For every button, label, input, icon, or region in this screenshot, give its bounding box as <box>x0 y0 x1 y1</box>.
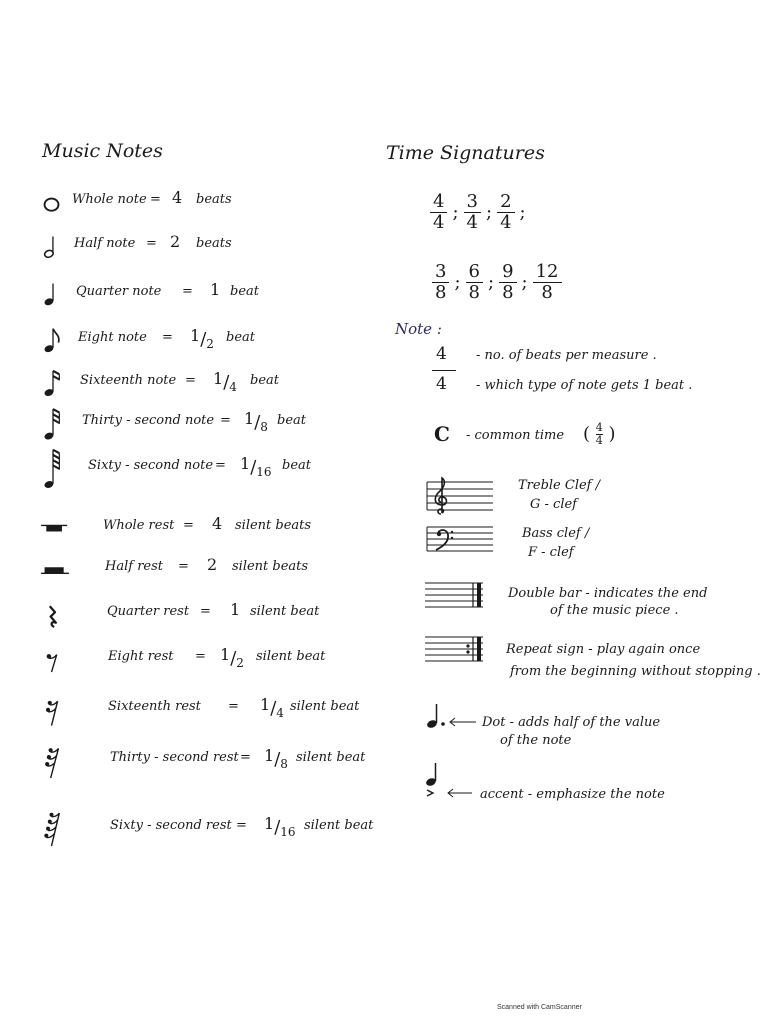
time-signature: $\frac{9}{8}$ <box>499 262 516 303</box>
equals-sign: = <box>215 458 226 473</box>
note-label: Whole rest <box>103 518 175 533</box>
thirty-second-rest-icon <box>40 738 70 778</box>
music-notes-title: Music Notes <box>42 140 163 162</box>
note-unit: beat <box>226 330 255 345</box>
dotted-note-icon <box>424 702 482 732</box>
equals-sign: = <box>150 192 161 207</box>
equals-sign: = <box>182 284 193 299</box>
equals-sign: = <box>183 518 194 533</box>
note-label: Whole note <box>72 192 147 207</box>
equals-sign: = <box>185 373 196 388</box>
note-label: Thirty - second note <box>82 413 215 428</box>
dot-description-2: of the note <box>500 733 572 748</box>
half-rest-icon <box>40 549 70 589</box>
scanner-footer: Scanned with CamScanner <box>497 1004 582 1011</box>
note-unit: silent beat <box>304 818 374 833</box>
note-unit: silent beat <box>290 699 360 714</box>
whole-rest-icon <box>40 508 70 548</box>
time-signature: $\frac{4}{4}$ <box>430 192 447 233</box>
note-unit: beats <box>196 236 232 251</box>
note-label: Sixty - second rest <box>110 818 232 833</box>
note-value: 1 <box>230 600 241 619</box>
double-bar-description-2: of the music piece . <box>550 603 679 618</box>
time-signature: $\frac{3}{8}$ <box>432 262 449 303</box>
double-bar-icon <box>423 580 485 610</box>
separator: ; <box>519 202 526 223</box>
quarter-note-icon <box>40 274 70 314</box>
note-value: 4 <box>212 514 223 533</box>
note-value: 1/16 <box>264 814 296 839</box>
note-label: Sixteenth note <box>80 373 177 388</box>
note-value: 4 <box>172 188 183 207</box>
note-value: 1/2 <box>190 326 214 351</box>
time-signatures-title: Time Signatures <box>386 142 545 164</box>
note-label: Half rest <box>105 559 163 574</box>
equals-sign: = <box>236 818 247 833</box>
note-value: 1 <box>210 280 221 299</box>
equals-sign: = <box>178 559 189 574</box>
note-unit: beat <box>230 284 259 299</box>
repeat-sign-description-2: from the beginning without stopping . <box>510 664 761 679</box>
bass-clef-icon <box>425 524 495 554</box>
whole-note-icon <box>40 182 70 222</box>
separator: ; <box>452 202 459 223</box>
common-time-description: - common time <box>466 428 565 443</box>
equals-sign: = <box>162 330 173 345</box>
note-unit: silent beats <box>235 518 312 533</box>
note-label: Half note <box>74 236 136 251</box>
equals-sign: = <box>195 649 206 664</box>
note-label: Quarter rest <box>107 604 190 619</box>
time-signature-row-2 <box>430 262 564 303</box>
repeat-sign-icon <box>423 634 485 664</box>
time-signature: $\frac{12}{8}$ <box>533 262 562 303</box>
dot-description: Dot - adds half of the value <box>482 715 661 730</box>
note-unit: silent beat <box>296 750 366 765</box>
accent-note-icon <box>424 760 476 800</box>
repeat-sign-description: Repeat sign - play again once <box>506 642 701 657</box>
note-label: Thirty - second rest <box>110 750 239 765</box>
note-value: 1/8 <box>264 746 288 771</box>
treble-clef-icon <box>425 476 495 516</box>
top-number-description: - no. of beats per measure . <box>476 348 657 363</box>
equals-sign: = <box>200 604 211 619</box>
note-unit: silent beat <box>250 604 320 619</box>
note-value: 2 <box>170 232 181 251</box>
note-unit: beat <box>277 413 306 428</box>
note-value: 2 <box>207 555 218 574</box>
note-value: 1/8 <box>244 409 268 434</box>
note-label: Eight rest <box>108 649 174 664</box>
eighth-rest-icon <box>40 639 70 679</box>
bass-clef-label: Bass clef / <box>522 526 590 541</box>
eighth-note-icon <box>40 320 70 360</box>
sixty-fourth-note-icon <box>40 448 70 488</box>
common-time-fraction: ( $\frac{4}{4}$ ) <box>583 421 616 447</box>
top-number: 4 <box>436 344 447 364</box>
note-label: Sixty - second note <box>88 458 214 473</box>
time-signature-row-1 <box>428 192 529 233</box>
note-label: Eight note <box>78 330 147 345</box>
note-heading: Note : <box>395 320 442 338</box>
separator: ; <box>521 272 528 293</box>
separator: ; <box>454 272 461 293</box>
half-note-icon <box>40 226 70 266</box>
time-signature: $\frac{3}{4}$ <box>464 192 481 233</box>
bottom-number: 4 <box>436 374 447 394</box>
double-bar-description: Double bar - indicates the end <box>508 586 708 601</box>
equals-sign: = <box>146 236 157 251</box>
thirty-second-note-icon <box>40 403 70 443</box>
equals-sign: = <box>228 699 239 714</box>
treble-clef-label: Treble Clef / <box>518 478 601 493</box>
note-unit: silent beat <box>256 649 326 664</box>
bottom-number-description: - which type of note gets 1 beat . <box>476 378 693 393</box>
bass-clef-label-2: F - clef <box>528 545 574 560</box>
quarter-rest-icon <box>40 594 70 634</box>
equals-sign: = <box>220 413 231 428</box>
equals-sign: = <box>240 750 251 765</box>
note-label: Quarter note <box>76 284 162 299</box>
separator: ; <box>485 202 493 223</box>
note-value: 1/4 <box>260 695 284 720</box>
common-time-symbol: C <box>434 422 450 446</box>
note-value: 1/4 <box>213 369 237 394</box>
note-unit: beat <box>282 458 311 473</box>
time-signature: $\frac{2}{4}$ <box>497 192 514 233</box>
sixteenth-note-icon <box>40 363 70 403</box>
note-unit: beats <box>196 192 232 207</box>
accent-description: accent - emphasize the note <box>480 787 665 802</box>
sixty-fourth-rest-icon <box>40 806 70 846</box>
separator: ; <box>487 272 495 293</box>
note-value: 1/2 <box>220 645 244 670</box>
time-signature: $\frac{6}{8}$ <box>466 262 483 303</box>
note-value: 1/16 <box>240 454 272 479</box>
note-label: Sixteenth rest <box>108 699 201 714</box>
sixteenth-rest-icon <box>40 689 70 729</box>
note-unit: beat <box>250 373 279 388</box>
treble-clef-label-2: G - clef <box>530 497 577 512</box>
note-unit: silent beats <box>232 559 309 574</box>
